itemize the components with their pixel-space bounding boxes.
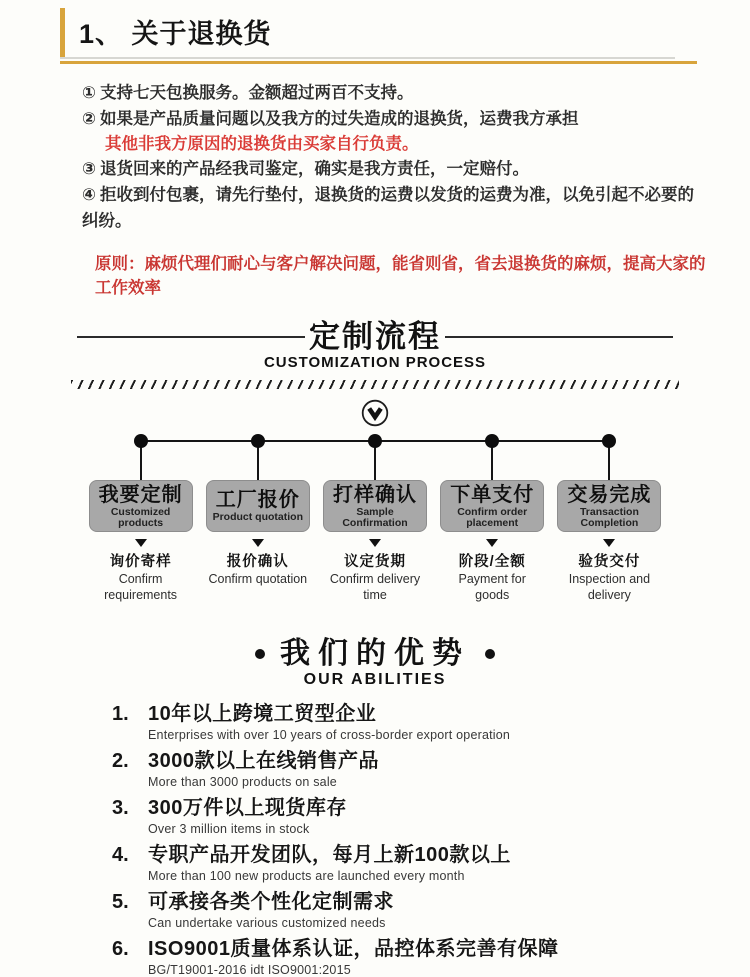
step-label-cn: 阶段/全额 (458, 554, 526, 571)
down-triangle-icon (135, 539, 147, 547)
flow-step-3 (316, 434, 433, 603)
ability-item (112, 797, 710, 836)
abilities-list (112, 703, 710, 977)
process-title: 定制流程 (309, 319, 441, 354)
down-triangle-icon (603, 539, 615, 547)
step-box-subtitle: Customized products (110, 505, 171, 529)
ability-subtitle-en: More than 3000 products on sale (148, 775, 337, 790)
ability-content (148, 844, 511, 883)
ability-content (148, 797, 347, 836)
page-title: 1、 关于退换货 (79, 19, 272, 49)
return-policy-section (82, 80, 710, 300)
flow-step-1 (82, 434, 199, 603)
abilities-title: 我们的优势 (280, 637, 470, 671)
policy-item (82, 80, 710, 106)
abilities-title-row (0, 637, 750, 670)
bullet-dot-icon (255, 649, 265, 659)
node-drop-line (257, 446, 259, 480)
step-box-subtitle: Transaction Completion (579, 505, 639, 529)
policy-item-text: 支持七天包换服务。金额超过两百不支持。 (99, 84, 414, 102)
policy-item (82, 156, 710, 182)
step-label-cn: 验货交付 (578, 554, 641, 571)
step-box-title: 我要定制 (98, 483, 183, 506)
ability-subtitle-en: Enterprises with over 10 years of cross-border export operation (148, 728, 511, 743)
principle-text: 麻烦代理们耐心与客户解决问题，能省则省，省去退换货的麻烦，提高大家的工作效率 (95, 255, 706, 297)
flow-start-arrow (0, 398, 750, 430)
ability-title-cn: 3000款以上在线销售产品 (148, 750, 379, 773)
header-rule-right (445, 336, 673, 338)
step-label-en: Payment for goods (458, 572, 526, 602)
step-box-title: 交易完成 (567, 483, 652, 506)
process-subtitle: CUSTOMIZATION PROCESS (263, 354, 487, 372)
step-box (89, 480, 193, 532)
policy-item-marker: ③ (82, 160, 96, 178)
policy-principle (95, 252, 710, 300)
step-box-subtitle: Sample Confirmation (342, 505, 408, 529)
abilities-section (0, 637, 750, 977)
node-dot-icon (134, 434, 148, 448)
ability-title-cn: 300万件以上现货库存 (148, 797, 347, 820)
node-dot-icon (368, 434, 382, 448)
node-drop-line (608, 446, 610, 480)
step-box-title: 打样确认 (333, 483, 417, 506)
node-dot-icon (602, 434, 616, 448)
down-triangle-icon (252, 539, 264, 547)
policy-item-marker: ② (82, 110, 96, 128)
ability-title-cn: ISO9001质量体系认证，品控体系完善有保障 (148, 938, 559, 961)
ability-number: 1. (112, 703, 129, 726)
flow-steps (82, 434, 668, 603)
step-label-cn: 议定货期 (344, 554, 406, 571)
title-divider-gray (60, 57, 675, 59)
step-box-subtitle: Confirm order placement (457, 505, 528, 529)
ability-item (112, 844, 710, 883)
node-drop-line (491, 446, 493, 480)
policy-item-marker: ① (82, 84, 96, 102)
ability-item (112, 938, 710, 977)
title-divider-gold (60, 61, 697, 64)
ability-item (112, 750, 710, 789)
policy-item (82, 182, 710, 234)
flow-step-5 (551, 434, 668, 603)
ability-number: 6. (112, 938, 129, 961)
ability-content (148, 703, 510, 742)
policy-item-warning-text: 其他非我方原因的退换货由买家自行负责。 (105, 135, 419, 153)
step-label-en: Confirm delivery time (329, 572, 421, 602)
policy-item-marker: ④ (82, 186, 96, 204)
ability-content (148, 891, 394, 930)
ability-title-cn: 专职产品开发团队，每月上新100款以上 (148, 844, 511, 867)
ability-item (112, 891, 710, 930)
bullet-dot-icon (485, 649, 495, 659)
step-label-en: Confirm requirements (104, 572, 178, 602)
node-dot-icon (251, 434, 265, 448)
step-label-en: Inspection and delivery (568, 572, 651, 602)
section-title-block (60, 8, 697, 64)
ability-title-cn: 可承接各类个性化定制需求 (148, 891, 394, 914)
step-box (323, 480, 427, 532)
ability-number: 5. (112, 891, 129, 914)
step-label-en: Confirm quotation (208, 572, 308, 587)
step-label-cn: 报价确认 (226, 554, 289, 571)
down-triangle-icon (369, 539, 381, 547)
step-label-cn: 询价寄样 (109, 554, 172, 571)
process-header (0, 320, 750, 430)
principle-label: 原则： (95, 255, 145, 273)
policy-item-text: 如果是产品质量问题以及我方的过失造成的退换货，运费我方承担 (99, 110, 579, 128)
ability-content (148, 938, 558, 977)
flow-step-2 (199, 434, 316, 603)
step-box (206, 480, 310, 532)
title-accent-bar (60, 8, 697, 57)
step-box-title: 下单支付 (450, 483, 535, 506)
header-rule-left (77, 336, 305, 338)
ability-subtitle-en: Over 3 million items in stock (148, 822, 310, 837)
step-box (557, 480, 661, 532)
node-drop-line (140, 446, 142, 480)
customization-flowchart (82, 434, 668, 603)
hatch-divider (71, 380, 679, 389)
abilities-subtitle: OUR ABILITIES (303, 671, 447, 689)
ability-subtitle-en: Can undertake various customized needs (148, 916, 386, 931)
node-drop-line (374, 446, 376, 480)
ability-number: 2. (112, 750, 129, 773)
ability-subtitle-en: BG/T19001-2016 idt ISO9001:2015 (148, 963, 351, 977)
step-box (440, 480, 544, 532)
ability-content (148, 750, 379, 789)
circle-down-arrow-icon (360, 398, 390, 428)
node-dot-icon (485, 434, 499, 448)
ability-item (112, 703, 710, 742)
step-box-title: 工厂报价 (215, 489, 300, 512)
process-title-row (0, 320, 750, 354)
ability-number: 3. (112, 797, 129, 820)
policy-item-text: 拒收到付包裹，请先行垫付，退换货的运费以发货的运费为准，以免引起不必要的纠纷。 (82, 186, 694, 230)
ability-title-cn: 10年以上跨境工贸型企业 (148, 703, 377, 726)
policy-item (82, 106, 710, 132)
policy-item-text: 退货回来的产品经我司鉴定，确实是我方责任，一定赔付。 (99, 160, 529, 178)
flow-step-4 (434, 434, 551, 603)
ability-number: 4. (112, 844, 129, 867)
ability-subtitle-en: More than 100 new products are launched every month (148, 869, 465, 884)
step-box-subtitle: Product quotation (212, 511, 303, 524)
down-triangle-icon (486, 539, 498, 547)
